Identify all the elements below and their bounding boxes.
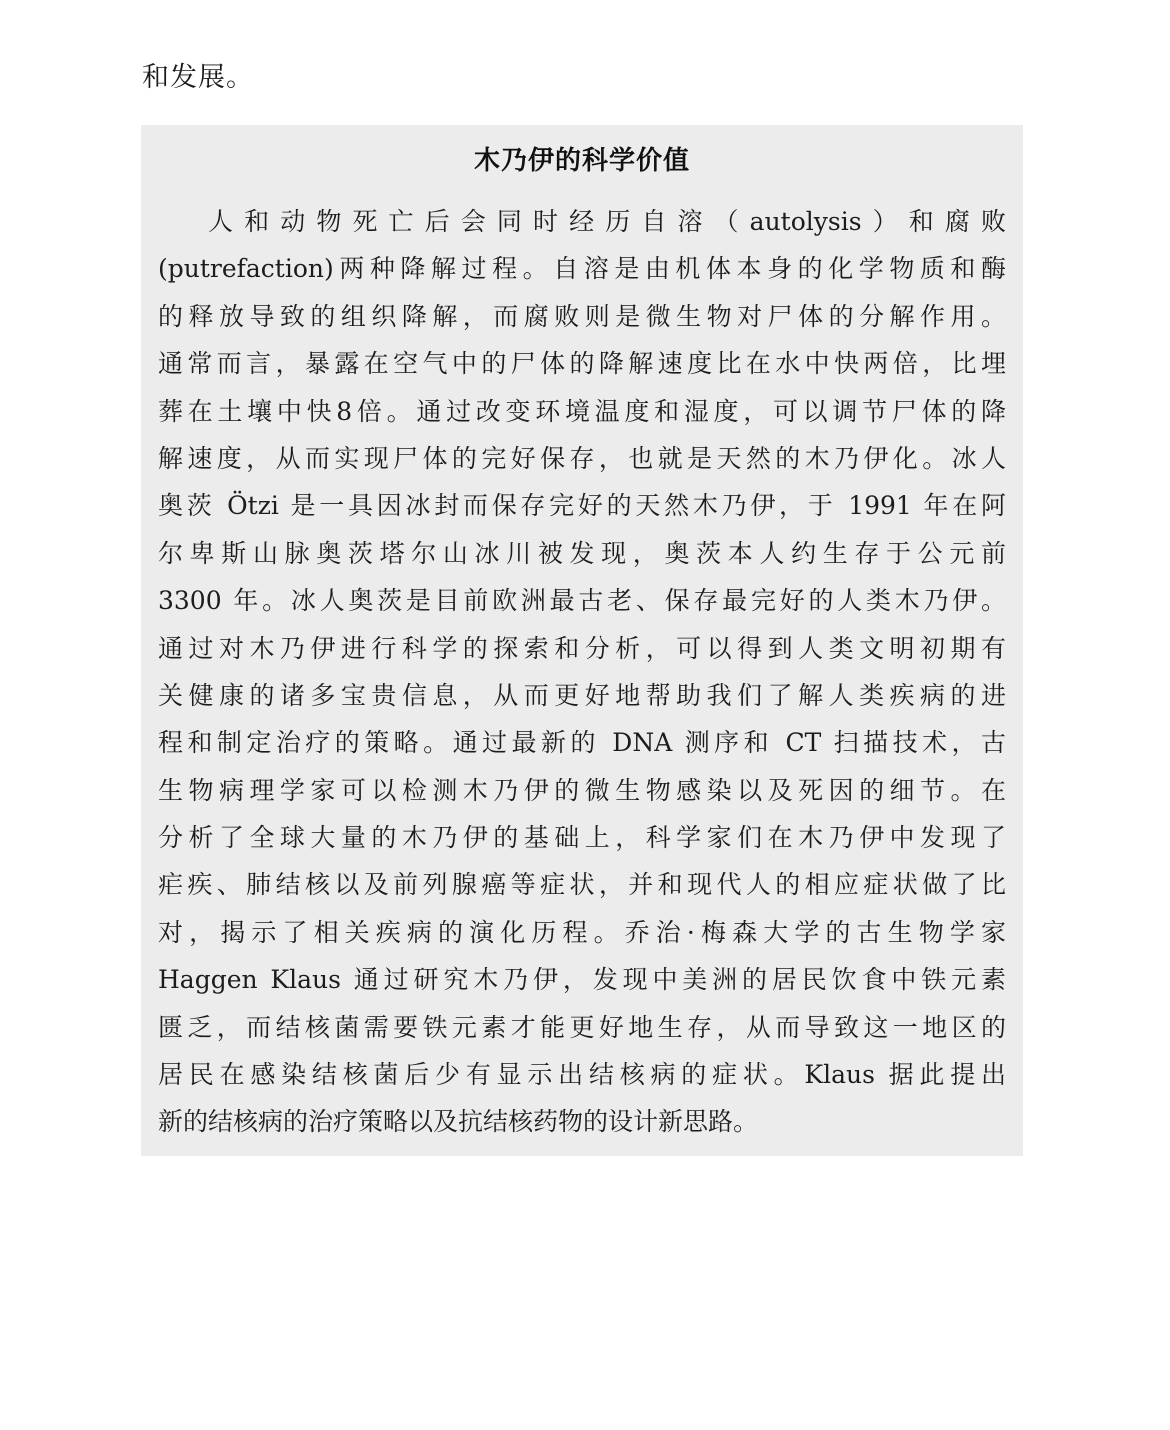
body-line: 生物病理学家可以检测木乃伊的微生物感染以及死因的细节。在 <box>158 775 1006 805</box>
preceding-paragraph-end: 和发展。 <box>142 62 254 93</box>
body-line: 分析了全球大量的木乃伊的基础上，科学家们在木乃伊中发现了 <box>158 823 1006 853</box>
body-line: 匮乏，而结核菌需要铁元素才能更好地生存，从而导致这一地区的 <box>158 1012 1006 1042</box>
body-line: 3300 年。冰人奥茨是目前欧洲最古老、保存最完好的人类木乃伊。 <box>158 586 1006 616</box>
sidebar-box-title: 木乃伊的科学价值 <box>473 146 690 176</box>
body-line: 关健康的诸多宝贵信息，从而更好地帮助我们了解人类疾病的进 <box>158 680 1006 710</box>
body-line: 解速度，从而实现尸体的完好保存，也就是天然的木乃伊化。冰人 <box>158 443 1006 473</box>
body-line: 葬在土壤中快8倍。通过改变环境温度和湿度，可以调节尸体的降 <box>158 396 1006 426</box>
body-line: 程和制定治疗的策略。通过最新的 DNA 测序和 CT 扫描技术，古 <box>158 728 1006 758</box>
body-line: 通常而言，暴露在空气中的尸体的降解速度比在水中快两倍，比埋 <box>158 349 1006 379</box>
body-line: 奥茨 Ötzi 是一具因冰封而保存完好的天然木乃伊，于 1991 年在阿 <box>158 491 1006 521</box>
body-line: (putrefaction)两种降解过程。自溶是由机体本身的化学物质和酶 <box>158 254 1006 284</box>
body-line: 的释放导致的组织降解，而腐败则是微生物对尸体的分解作用。 <box>158 301 1006 331</box>
body-line: 居民在感染结核菌后少有显示出结核病的症状。Klaus 据此提出 <box>158 1060 1006 1090</box>
body-line: 尔卑斯山脉奥茨塔尔山冰川被发现，奥茨本人约生存于公元前 <box>158 538 1006 568</box>
body-line: 人和动物死亡后会同时经历自溶（autolysis）和腐败 <box>208 207 1006 236</box>
sidebar-box <box>141 125 1023 1156</box>
body-line: Haggen Klaus 通过研究木乃伊，发现中美洲的居民饮食中铁元素 <box>158 965 1006 995</box>
body-line: 对，揭示了相关疾病的演化历程。乔治·梅森大学的古生物学家 <box>158 917 1006 947</box>
body-line: 通过对木乃伊进行科学的探索和分析，可以得到人类文明初期有 <box>158 633 1006 663</box>
body-line: 疟疾、肺结核以及前列腺癌等症状，并和现代人的相应症状做了比 <box>158 870 1006 900</box>
body-line: 新的结核病的治疗策略以及抗结核药物的设计新思路。 <box>158 1107 759 1137</box>
sidebar-box-body <box>158 198 1006 1146</box>
